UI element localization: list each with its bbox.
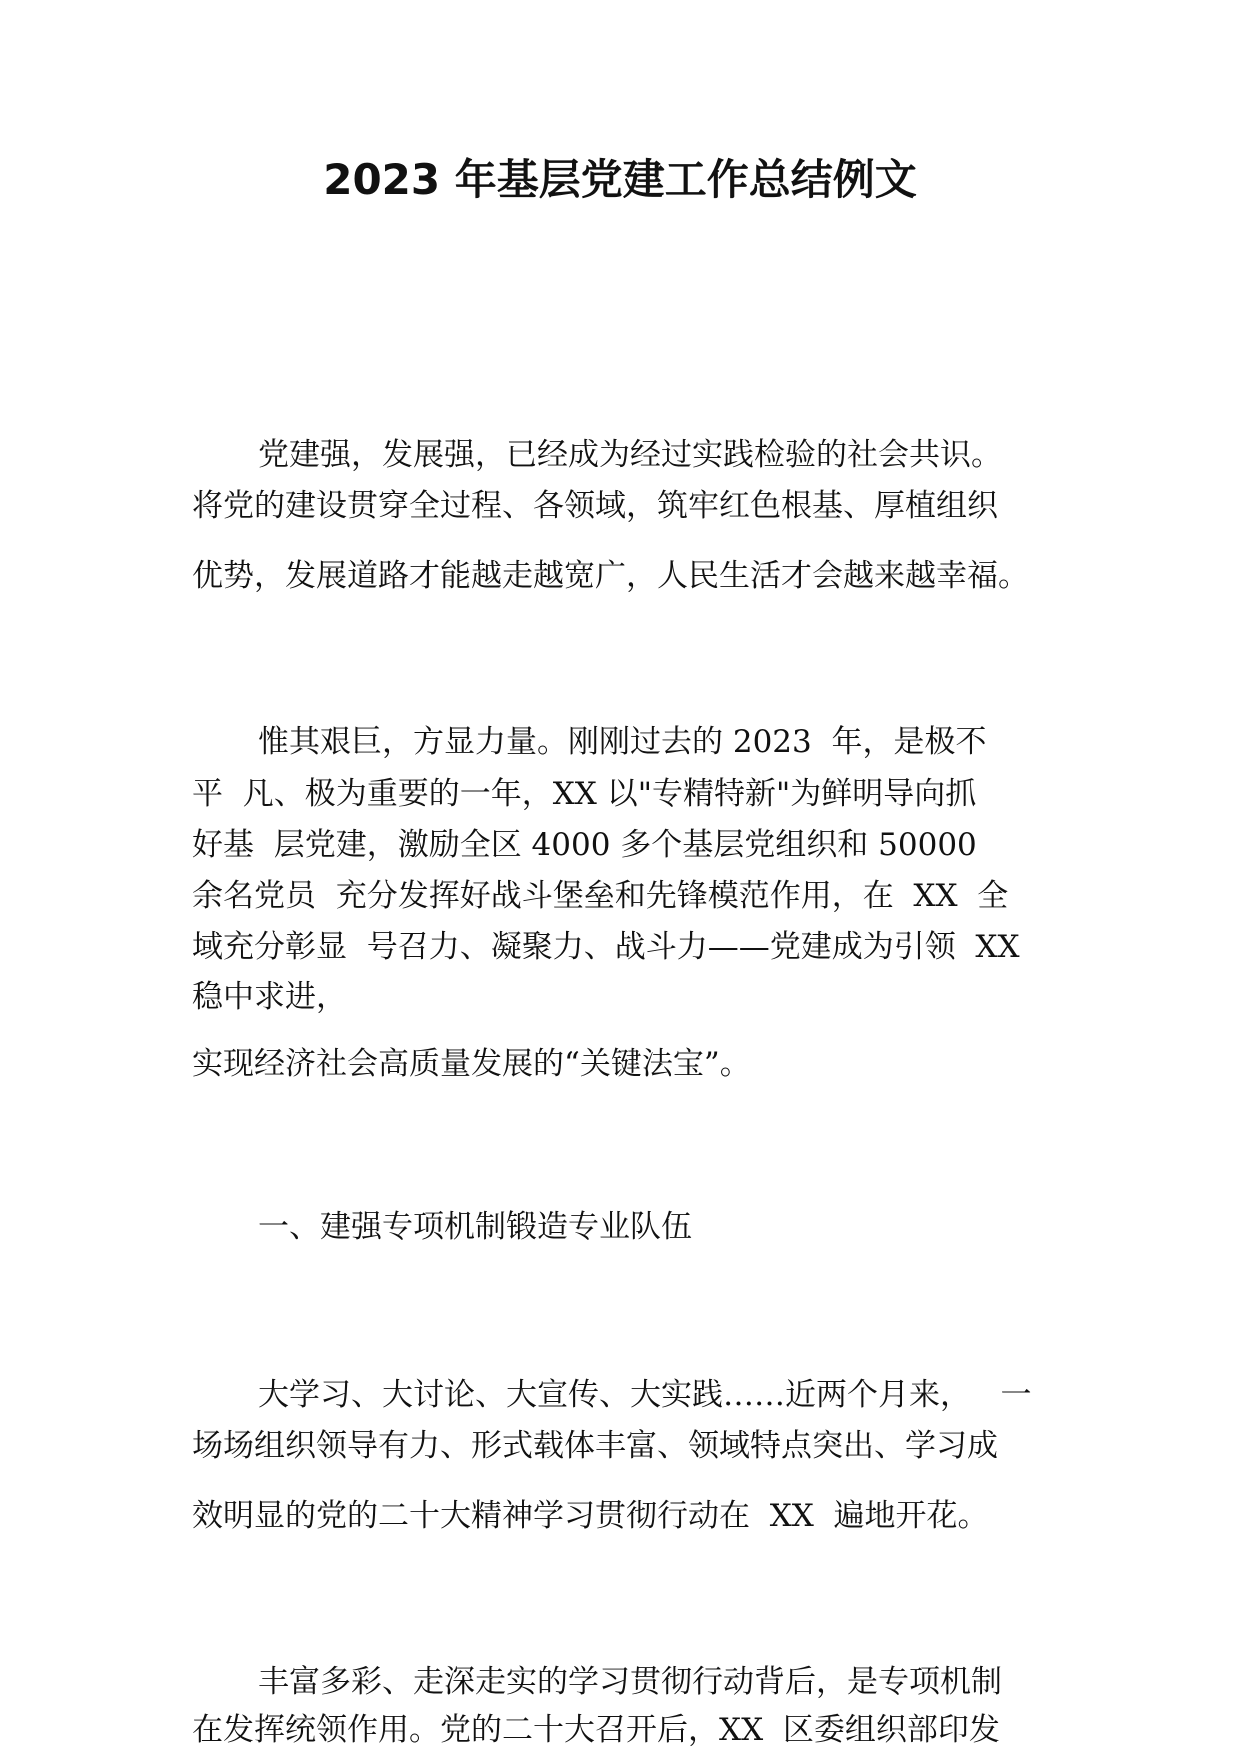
paragraph-1-line-3: 优势，发展道路才能越走越宽广，人民生活才会越来越幸福。 [192,558,1029,594]
paragraph-4-line-2: 在发挥统领作用。党的二十大召开后，XX 区委组织部印发 [192,1712,1000,1748]
document-title: 2023 年基层党建工作总结例文 [323,155,917,204]
paragraph-2-line-7: 实现经济社会高质量发展的“关键法宝”。 [192,1046,751,1082]
paragraph-3-line-1: 大学习、大讨论、大宣传、大实践……近两个月来， 一 [258,1377,1032,1413]
paragraph-4-line-1: 丰富多彩、走深走实的学习贯彻行动背后，是专项机制 [258,1664,1002,1700]
paragraph-2-line-1: 惟其艰巨，方显力量。刚刚过去的 2023 年，是极不 [258,724,987,760]
paragraph-1-line-2: 将党的建设贯穿全过程、各领域，筑牢红色根基、厚植组织 [192,488,998,524]
paragraph-2-line-4: 余名党员 充分发挥好战斗堡垒和先锋模范作用，在 XX 全 [192,878,1009,914]
paragraph-3-line-3: 效明显的党的二十大精神学习贯彻行动在 XX 遍地开花。 [192,1498,989,1534]
section-heading-1: 一、建强专项机制锻造专业队伍 [258,1209,692,1245]
paragraph-1-line-1: 党建强，发展强，已经成为经过实践检验的社会共识。 [258,437,1002,473]
paragraph-2-line-2: 平 凡、极为重要的一年，XX 以"专精特新"为鲜明导向抓 [192,776,977,812]
paragraph-2-line-5: 域充分彰显 号召力、凝聚力、战斗力——党建成为引领 XX [192,929,1020,965]
paragraph-2-line-3: 好基 层党建，激励全区 4000 多个基层党组织和 50000 [192,827,977,863]
paragraph-3-line-2: 场场组织领导有力、形式载体丰富、领域特点突出、学习成 [192,1428,998,1464]
paragraph-2-line-6: 稳中求进， [192,979,347,1015]
